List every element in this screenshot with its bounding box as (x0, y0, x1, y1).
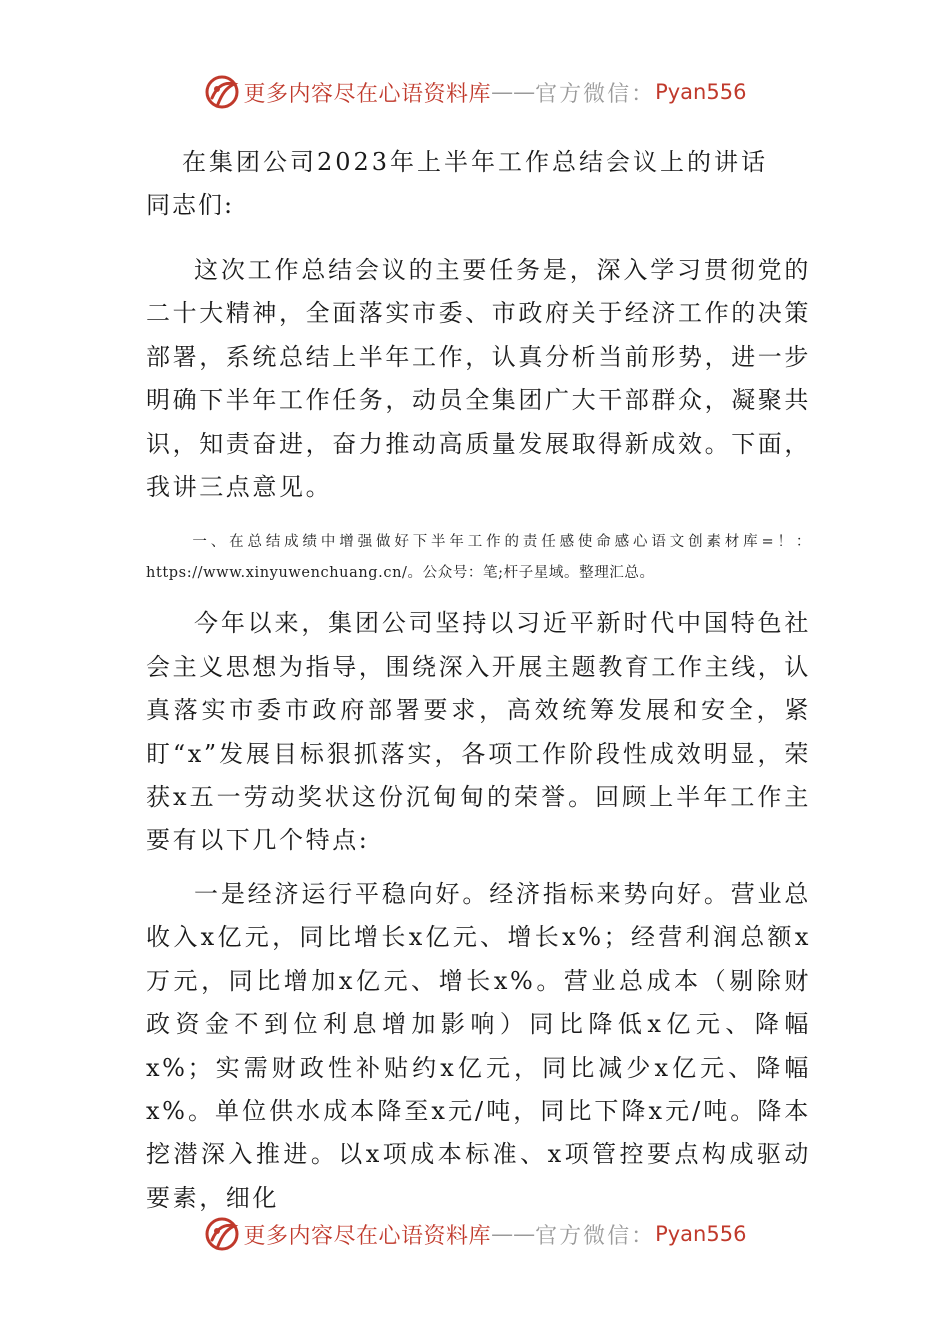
wechat-id: Pyan556 (655, 1222, 747, 1246)
banner-text: 更多内容尽在心语资料库 (243, 81, 492, 107)
logo-icon (204, 1216, 240, 1252)
document-title: 在集团公司2023年上半年工作总结会议上的讲话 (181, 148, 769, 176)
banner-label: 官方微信： (535, 1223, 656, 1249)
document-body (146, 182, 811, 1220)
footer-banner (0, 1214, 950, 1254)
greeting: 同志们: (146, 191, 235, 219)
banner-dash: —— (491, 79, 536, 105)
banner-label: 官方微信： (535, 81, 656, 107)
banner-dash: —— (491, 1221, 536, 1247)
wechat-id: Pyan556 (655, 80, 747, 104)
header-banner (0, 72, 950, 112)
banner-text: 更多内容尽在心语资料库 (243, 1223, 492, 1249)
paragraph-intro: 这次工作总结会议的主要任务是，深入学习贯彻党的二十大精神，全面落实市委、市政府关于经济工作的决策部署，系统总结上半年工作，认真分析当前形势，进一步明确下半年工作任务，动员全集团广大干部群众，凝聚共识，知责奋进，奋力推动高质量发展取得新成效。下面，我讲三点意见。 (146, 256, 811, 502)
paragraph-economy: 一是经济运行平稳向好。经济指标来势向好。营业总收入x亿元，同比增长x亿元、增长x%；经营利润总额x万元，同比增加x亿元、增长x%。营业总成本（剔除财政资金不到位利息增加影响）同比降低x亿元、降幅x%；实需财政性补贴约x亿元，同比减少x亿元、降幅x%。单位供水成本降至x元/吨，同比下降x元/吨。降本挖潜深入推进。以x项成本标准、x项管控要点构成驱动要素，细化 (146, 879, 811, 1212)
logo-icon (204, 74, 240, 110)
paragraph-review: 今年以来，集团公司坚持以习近平新时代中国特色社会主义思想为指导，围绕深入开展主题教育工作主线，认真落实市委市政府部署要求，高效统筹发展和安全，紧盯“x”发展目标狠抓落实，各项工作阶段性成效明显，荣获x五一劳动奖状这份沉甸甸的荣誉。回顾上半年工作主要有以下几个特点: (146, 609, 811, 855)
section-heading-note: 一、在总结成绩中增强做好下半年工作的责任感使命感心语文创素材库=！：https://www.xinyuwenchuang.cn/。公众号：笔;杆子星域。整理汇总。 (146, 534, 811, 582)
